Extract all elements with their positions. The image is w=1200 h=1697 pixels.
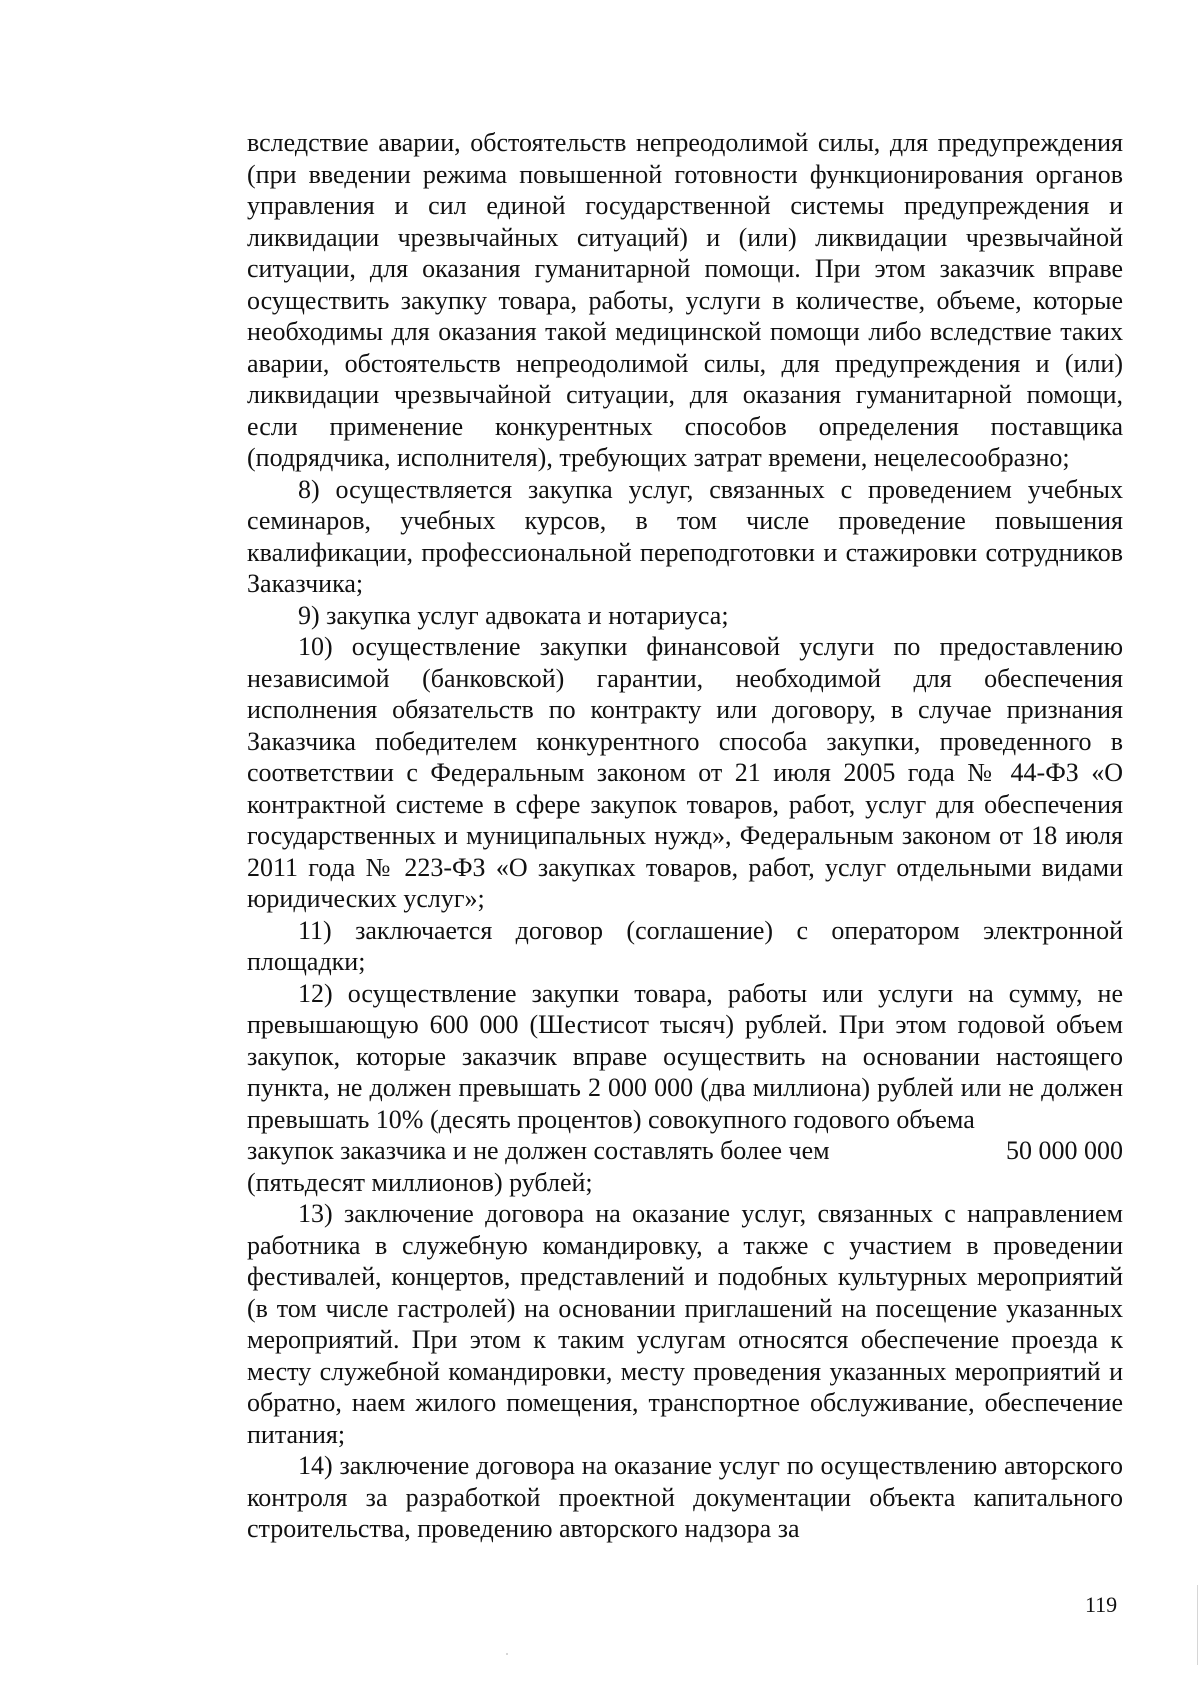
text-line-left: закупок заказчика и не должен составлять более чем — [247, 1136, 830, 1165]
text-line: пункта, не должен превышать 2 000 000 (два миллиона) рублей или не — [247, 1073, 1034, 1102]
text-line: сотрудников Заказчика; — [247, 537, 1123, 598]
paragraph-continuation — [247, 127, 1123, 474]
page-number: 119 — [1085, 1592, 1118, 1617]
text-line: ликвидации чрезвычайной ситуации, для оказания гуманитарной помощи. — [247, 222, 1124, 283]
paragraph-item-13 — [247, 1198, 1123, 1450]
text-line: системы предупреждения и ликвидации чрезвычайных ситуаций) и (или) — [247, 191, 1123, 252]
text-line: 14) заключение договора на оказание услуг по осуществлению — [298, 1451, 998, 1480]
text-line: независимой (банковской) гарантии, необходимой для обеспечения — [247, 663, 1123, 693]
paragraph-item-8 — [247, 474, 1123, 600]
paragraph-item-14 — [247, 1450, 1123, 1545]
text-line: авторского контроля за разработкой проектной документации объекта — [247, 1451, 1124, 1512]
paragraph-item-9 — [247, 600, 1123, 632]
paragraph-item-10 — [247, 631, 1123, 915]
text-line: закупок, которые заказчик вправе осуществить на основании настоящего — [247, 1041, 1123, 1071]
text-line: обеспечение проезда к месту служебной командировки, месту проведения — [247, 1325, 1123, 1386]
text-line: площадки; — [247, 947, 366, 976]
text-line: для предупреждения и (или) ликвидации чрезвычайной ситуации, для — [247, 348, 1123, 409]
document-body — [247, 127, 1123, 1545]
text-line: указанных мероприятий и обратно, наем жилого помещения, транспортное — [247, 1356, 1123, 1417]
text-line: вследствие аварии, обстоятельств непреодолимой силы, для — [247, 128, 929, 157]
text-line: посещение указанных мероприятий. При этом к таким услугам относятся — [247, 1293, 1123, 1354]
text-line: 11) заключается договор (соглашение) с оператором электронной — [298, 915, 1123, 945]
paragraph-item-12-tail — [247, 1167, 1123, 1199]
text-line: соответствии с Федеральным законом от 21 июля 2005 года № 44-ФЗ «О — [247, 758, 1123, 787]
text-line: количестве, объеме, которые необходимы для оказания такой медицинской — [247, 285, 1124, 346]
text-line: работника в служебную командировку, а также с участием в проведении — [247, 1230, 1123, 1260]
paragraph-item-12-amount-line — [247, 1135, 1123, 1167]
text-line: предупреждения (при введении режима повышенной готовности — [247, 128, 1123, 189]
text-line: государственных и муниципальных нужд», Федеральным законом от 18 — [247, 821, 1058, 850]
text-line: 12) осуществление закупки товара, работы или услуги на сумму, не — [298, 978, 1123, 1008]
text-line: мероприятий (в том числе гастролей) на основании приглашений на — [247, 1262, 1123, 1323]
text-line: семинаров, учебных курсов, в том числе проведение повышения — [247, 506, 1123, 535]
text-line: капитального строительства, проведению авторского надзора за — [247, 1482, 1123, 1543]
text-line: обслуживание, обеспечение питания; — [247, 1388, 1124, 1449]
text-line: 10) осуществление закупки финансовой услуги по предоставлению — [298, 632, 1123, 661]
text-line: помощи либо вследствие таких аварии, обстоятельств непреодолимой силы, — [247, 317, 1123, 378]
text-line: оказания гуманитарной помощи, если применение конкурентных способов — [247, 380, 1123, 441]
scan-edge-mark — [1197, 1585, 1198, 1665]
text-line: 8) осуществляется закупка услуг, связанных с проведением учебных — [298, 474, 1123, 504]
paragraph-item-12 — [247, 978, 1123, 1136]
text-line: видами юридических услуг»; — [247, 852, 1123, 913]
text-line: определения поставщика (подрядчика, исполнителя), требующих затрат — [247, 411, 1123, 472]
text-line: июля 2011 года № 223-ФЗ «О закупках товаров, работ, услуг отдельными — [247, 821, 1123, 882]
paragraph-item-11 — [247, 915, 1123, 978]
text-line: При этом заказчик вправе осуществить закупку товара, работы, услуги в — [247, 254, 1124, 315]
text-line: превышающую 600 000 (Шестисот тысяч) рублей. При этом годовой объем — [247, 1010, 1123, 1039]
text-line: исполнения обязательств по контракту или договору, в случае признания — [247, 695, 1123, 724]
amount-value: 50 000 000 — [1006, 1136, 1123, 1165]
text-line: квалификации, профессиональной переподготовки и стажировки — [247, 537, 978, 567]
text-line: (пятьдесят миллионов) рублей; — [247, 1167, 593, 1197]
text-line: 13) заключение договора на оказание услуг, связанных с направлением — [298, 1199, 1123, 1228]
text-line: функционирования органов управления и сил единой государственной — [247, 159, 1124, 220]
text-line: Заказчика победителем конкурентного способа закупки, проведенного в — [247, 726, 1123, 756]
text-line: контрактной системе в сфере закупок товаров, работ, услуг для обеспечения — [247, 789, 1123, 819]
scan-speck — [506, 1653, 508, 1655]
text-line: 9) закупка услуг адвоката и нотариуса; — [298, 600, 729, 630]
text-line: должен превышать 10% (десять процентов) совокупного годового объема — [247, 1073, 1123, 1134]
text-line: времени, нецелесообразно; — [768, 443, 1070, 472]
text-line: фестивалей, концертов, представлений и подобных культурных — [247, 1262, 968, 1291]
